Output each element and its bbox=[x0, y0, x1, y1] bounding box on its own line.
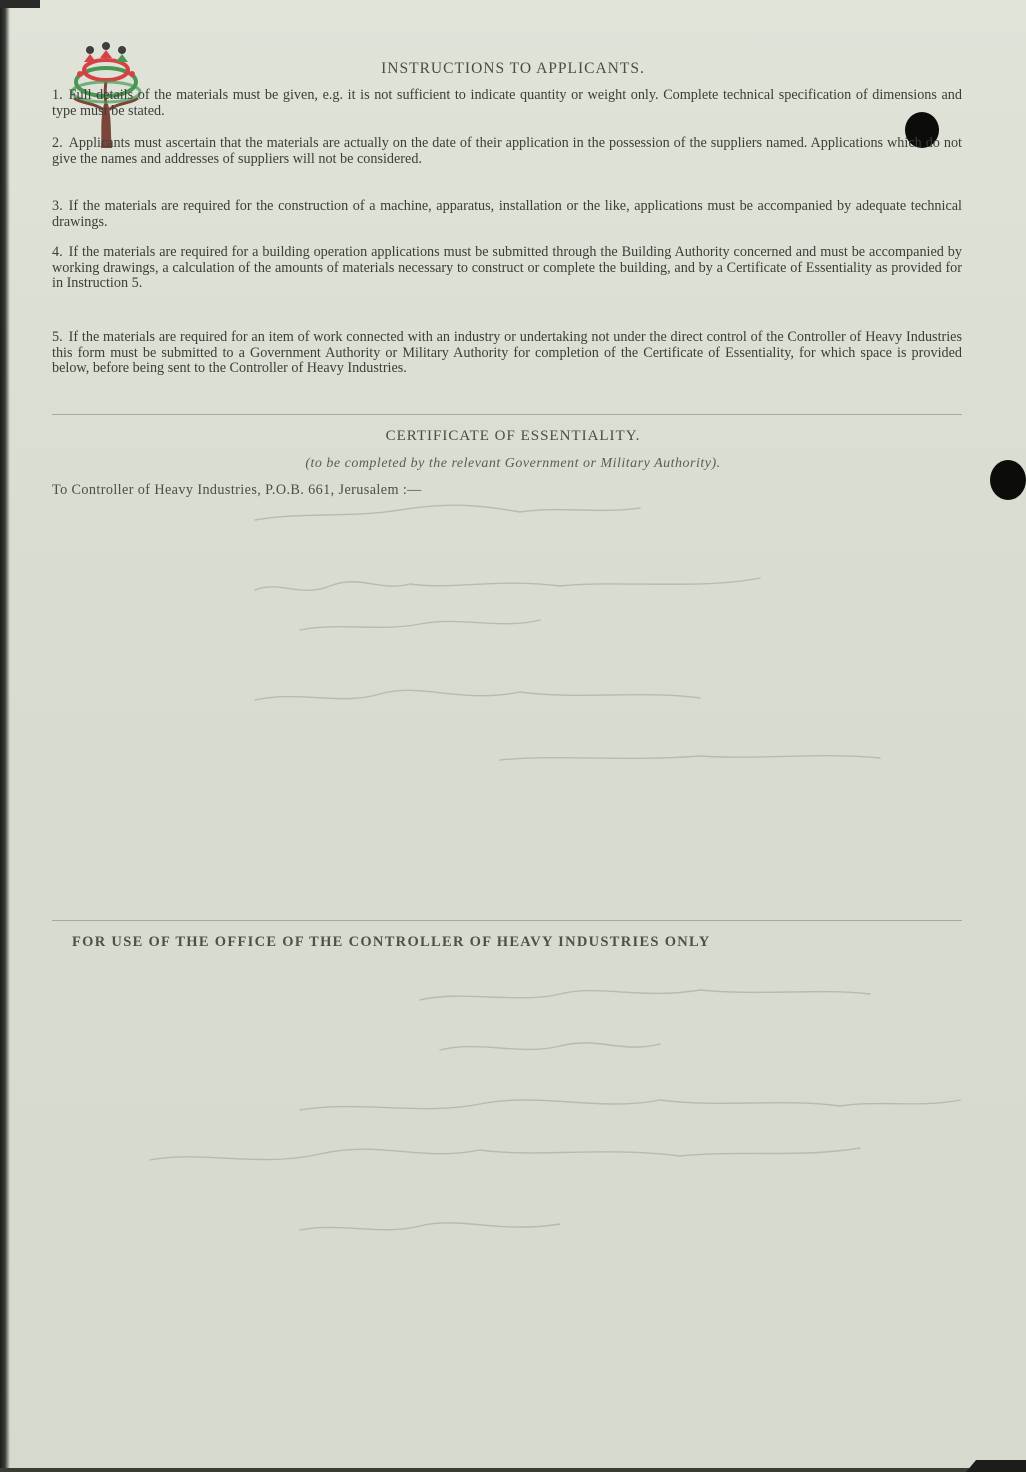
instruction-number: 4. bbox=[52, 244, 63, 260]
instruction-item-5 bbox=[52, 330, 962, 377]
instruction-item-3 bbox=[52, 199, 962, 230]
instruction-number: 1. bbox=[52, 87, 63, 103]
instruction-text: If the materials are required for the construction of a machine, apparatus, installation or the like, applications must be accompanied by adequate technical drawings. bbox=[52, 198, 962, 230]
instruction-text: If the materials are required for an item of work connected with an industry or undertaking not under the direct control of the Controller of Heavy Industries this form must be submitted to a Government Authority or Military Authority for completion of the Certificate of Essentiality, for which space is provided below, before being sent to the Controller of Heavy Industries. bbox=[52, 329, 962, 376]
scan-bottom-edge bbox=[0, 1468, 1026, 1472]
section-divider bbox=[52, 414, 962, 415]
instructions-heading: INSTRUCTIONS TO APPLICANTS. bbox=[381, 60, 645, 77]
certificate-address-line: To Controller of Heavy Industries, P.O.B. 661, Jerusalem :— bbox=[52, 482, 422, 498]
certificate-subheading: (to be completed by the relevant Government or Military Authority). bbox=[305, 456, 721, 471]
certificate-heading: CERTIFICATE OF ESSENTIALITY. bbox=[385, 428, 641, 444]
instruction-text: If the materials are required for a building operation applications must be submitted through the Building Authority concerned and must be accompanied by working drawings, a calculation of the amounts of materials necessary to construct or complete the building, and by a Certificate of Essentiality as provided for in Instruction 5. bbox=[52, 244, 962, 291]
instruction-item-1 bbox=[52, 88, 962, 119]
office-use-heading: FOR USE OF THE OFFICE OF THE CONTROLLER OF HEAVY INDUSTRIES ONLY bbox=[72, 934, 711, 950]
instruction-number: 2. bbox=[52, 135, 63, 151]
instruction-number: 3. bbox=[52, 198, 63, 214]
instruction-text: Applicants must ascertain that the materials are actually on the date of their application in the possession of the suppliers named. Applications which do not give the names and addresses of suppliers will not be considered. bbox=[52, 135, 962, 167]
instruction-item-2 bbox=[52, 136, 962, 167]
instruction-item-4 bbox=[52, 245, 962, 292]
instruction-text: Full details of the materials must be given, e.g. it is not sufficient to indicate quantity or weight only. Complete technical specification of dimensions and type must be stated. bbox=[52, 87, 962, 119]
scan-bottom-corner bbox=[966, 1460, 1026, 1472]
scan-top-corner bbox=[0, 0, 40, 8]
section-divider bbox=[52, 920, 962, 921]
instruction-number: 5. bbox=[52, 329, 63, 345]
scan-left-edge bbox=[0, 0, 10, 1472]
